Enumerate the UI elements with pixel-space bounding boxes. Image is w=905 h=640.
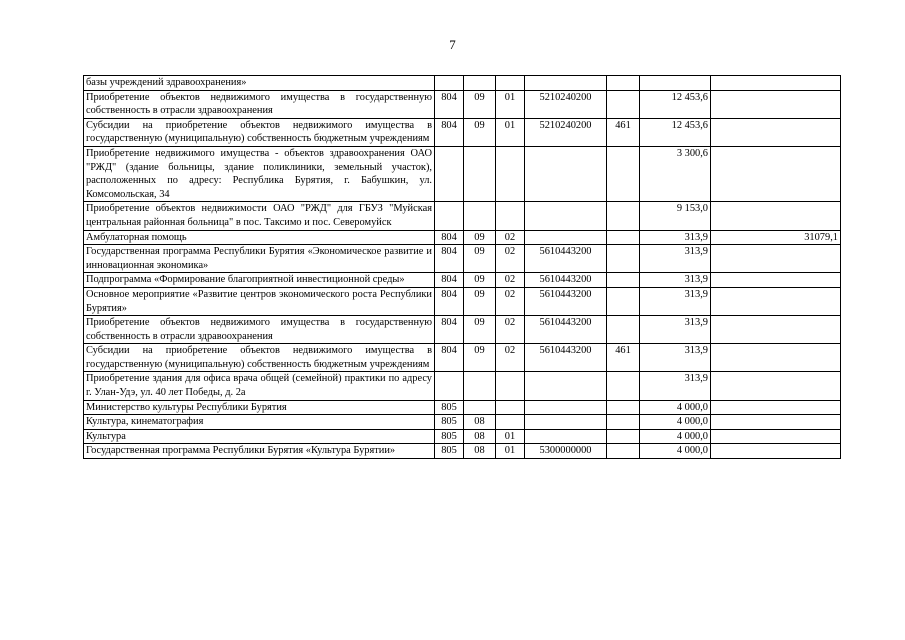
section-code: 09 [464,287,496,315]
subsection-code [496,202,525,230]
expense-type-code [607,415,640,430]
subsection-code: 01 [496,118,525,146]
ministry-code: 805 [435,429,464,444]
subsection-code: 02 [496,287,525,315]
expense-type-code [607,146,640,201]
row-name: Министерство культуры Республики Бурятия [84,400,435,415]
expense-type-code [607,444,640,459]
section-code: 08 [464,444,496,459]
table-row [84,146,841,201]
subsection-code: 02 [496,230,525,245]
amount-extra [711,415,841,430]
target-article-code [525,146,607,201]
amount-extra [711,146,841,201]
amount-extra [711,118,841,146]
section-code [464,202,496,230]
subsection-code [496,146,525,201]
amount: 4 000,0 [640,429,711,444]
amount: 313,9 [640,230,711,245]
section-code: 09 [464,316,496,344]
target-article-code [525,230,607,245]
target-article-code [525,415,607,430]
subsection-code: 01 [496,90,525,118]
row-name: Культура, кинематография [84,415,435,430]
table-row [84,118,841,146]
subsection-code: 01 [496,429,525,444]
target-article-code: 5210240200 [525,118,607,146]
ministry-code [435,202,464,230]
table-row [84,400,841,415]
amount: 313,9 [640,372,711,400]
expense-type-code [607,372,640,400]
row-name: Субсидии на приобретение объектов недвижимого имущества в государственную (муниципальную) собственность бюджетным учреждениям [84,344,435,372]
ministry-code [435,372,464,400]
amount-extra [711,202,841,230]
target-article-code: 5610443200 [525,316,607,344]
expense-type-code [607,76,640,91]
row-name: Подпрограмма «Формирование благоприятной инвестиционной среды» [84,273,435,288]
table-row [84,202,841,230]
target-article-code: 5300000000 [525,444,607,459]
amount-extra [711,344,841,372]
section-code: 09 [464,273,496,288]
table-row [84,90,841,118]
target-article-code [525,400,607,415]
section-code: 09 [464,245,496,273]
ministry-code: 804 [435,316,464,344]
row-name: Приобретение недвижимого имущества - объектов здравоохранения ОАО "РЖД" (здание больницы, здание поликлиники, земельный участок), расположенных по адресу: Республика Бурятия, г. Бабушкин, ул. Комсомольская, 34 [84,146,435,201]
amount-extra [711,287,841,315]
row-name: Основное мероприятие «Развитие центров экономического роста Республики Бурятия» [84,287,435,315]
target-article-code: 5610443200 [525,273,607,288]
expense-type-code [607,245,640,273]
expense-type-code [607,230,640,245]
table-row [84,76,841,91]
subsection-code [496,415,525,430]
ministry-code: 804 [435,273,464,288]
amount-extra [711,273,841,288]
amount-extra [711,400,841,415]
ministry-code: 804 [435,230,464,245]
row-name: Амбулаторная помощь [84,230,435,245]
subsection-code: 02 [496,245,525,273]
table-row [84,372,841,400]
expense-type-code [607,273,640,288]
table-row [84,444,841,459]
amount-extra [711,316,841,344]
ministry-code: 804 [435,287,464,315]
target-article-code [525,202,607,230]
section-code: 09 [464,344,496,372]
ministry-code: 805 [435,400,464,415]
amount-extra [711,429,841,444]
amount-extra [711,245,841,273]
target-article-code: 5210240200 [525,90,607,118]
amount-extra [711,76,841,91]
expense-type-code [607,202,640,230]
table-row [84,230,841,245]
target-article-code: 5610443200 [525,287,607,315]
amount: 313,9 [640,273,711,288]
section-code [464,372,496,400]
section-code [464,400,496,415]
amount: 313,9 [640,316,711,344]
expense-type-code [607,287,640,315]
amount: 12 453,6 [640,90,711,118]
subsection-code [496,76,525,91]
ministry-code [435,76,464,91]
table-row [84,429,841,444]
section-code: 09 [464,90,496,118]
row-name: Приобретение объектов недвижимости ОАО "РЖД" для ГБУЗ "Муйская центральная районная больница" в пос. Таксимо и пос. Северомуйск [84,202,435,230]
row-name: Приобретение здания для офиса врача общей (семейной) практики по адресу г. Улан-Удэ, ул. 40 лет Победы, д. 2а [84,372,435,400]
expense-type-code: 461 [607,118,640,146]
table-row [84,287,841,315]
target-article-code: 5610443200 [525,245,607,273]
subsection-code: 01 [496,444,525,459]
row-name: Государственная программа Республики Бурятия «Экономическое развитие и инновационная экономика» [84,245,435,273]
row-name: Государственная программа Республики Бурятия «Культура Бурятии» [84,444,435,459]
amount: 4 000,0 [640,444,711,459]
section-code: 09 [464,118,496,146]
row-name: базы учреждений здравоохранения» [84,76,435,91]
amount: 313,9 [640,344,711,372]
subsection-code [496,400,525,415]
row-name: Приобретение объектов недвижимого имущества в государственную собственность в отрасли здравоохранения [84,316,435,344]
budget-table [83,75,841,459]
ministry-code: 805 [435,444,464,459]
ministry-code: 805 [435,415,464,430]
section-code [464,146,496,201]
amount-extra: 31079,1 [711,230,841,245]
row-name: Субсидии на приобретение объектов недвижимого имущества в государственную (муниципальную) собственность бюджетным учреждениям [84,118,435,146]
target-article-code: 5610443200 [525,344,607,372]
section-code: 09 [464,230,496,245]
ministry-code: 804 [435,245,464,273]
page-number: 7 [449,37,456,52]
expense-type-code [607,316,640,344]
section-code: 08 [464,429,496,444]
table-row [84,245,841,273]
table-row [84,415,841,430]
amount: 4 000,0 [640,400,711,415]
amount [640,76,711,91]
row-name: Культура [84,429,435,444]
ministry-code: 804 [435,344,464,372]
subsection-code: 02 [496,344,525,372]
section-code: 08 [464,415,496,430]
expense-type-code: 461 [607,344,640,372]
amount: 12 453,6 [640,118,711,146]
amount: 9 153,0 [640,202,711,230]
amount: 3 300,6 [640,146,711,201]
ministry-code: 804 [435,118,464,146]
ministry-code [435,146,464,201]
expense-type-code [607,90,640,118]
ministry-code: 804 [435,90,464,118]
table-row [84,344,841,372]
subsection-code [496,372,525,400]
expense-type-code [607,400,640,415]
subsection-code: 02 [496,273,525,288]
target-article-code [525,76,607,91]
amount: 4 000,0 [640,415,711,430]
table-row [84,316,841,344]
row-name: Приобретение объектов недвижимого имущества в государственную собственность в отрасли здравоохранения [84,90,435,118]
subsection-code: 02 [496,316,525,344]
expense-type-code [607,429,640,444]
target-article-code [525,429,607,444]
amount-extra [711,90,841,118]
amount: 313,9 [640,245,711,273]
amount-extra [711,372,841,400]
amount-extra [711,444,841,459]
target-article-code [525,372,607,400]
section-code [464,76,496,91]
table-row [84,273,841,288]
amount: 313,9 [640,287,711,315]
